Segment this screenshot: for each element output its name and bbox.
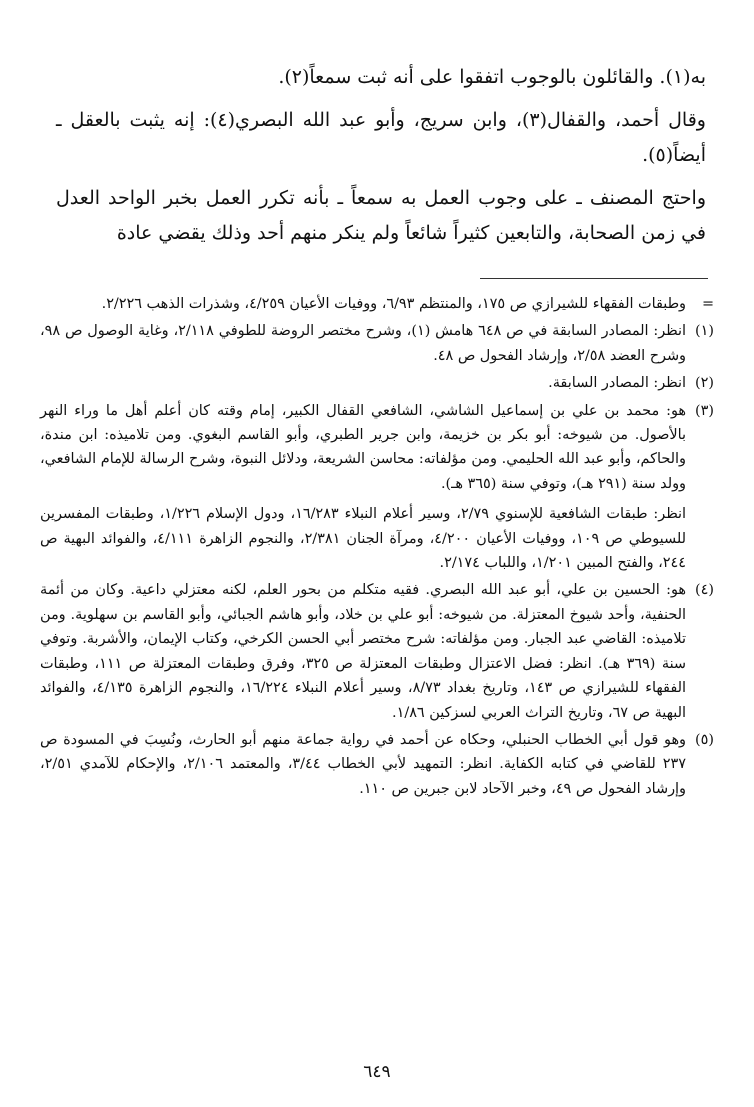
paragraph-1: به(١). والقائلون بالوجوب اتفقوا على أنه ثبت سمعاً(٢). [278,66,706,88]
footnote-text: وهو قول أبي الخطاب الحنبلي، وحكاه عن أحمد في رواية جماعة منهم أبو الحارث، ونُسِبَ في المسودة ص ٢٣٧ للقاضي في كتابه الكفاية. انظر: التمهيد لأبي الخطاب ٣/٤٤، والمعتمد ٢/١٠٦، والإحكام للآمدي ٢/٥١، وإرشاد الفحول ص ٤٩، وخبر الآحاد لابن جبرين ص ١١٠. [40,731,686,797]
footnote-text: انظر: المصادر السابقة في ص ٦٤٨ هامش (١)، وشرح مختصر الروضة للطوفي ٢/١١٨، وغاية الوصول ص ٩٨، وشرح العضد ٢/٥٨، وإرشاد الفحول ص ٤٨. [40,323,686,364]
footnote-3-references: انظر: طبقات الشافعية للإسنوي ٢/٧٩، وسير أعلام النبلاء ١٦/٢٨٣، ودول الإسلام ١/٢٢٦، وطبقات المفسرين للسيوطي ص ١٠٩، ووفيات الأعيان ٤/٢٠٠، ومرآة الجنان ٢/٣٨١، والنجوم الزاهرة ٤/١١١، والفوائد البهية ص ٢٤٤، والفتح المبين ١/٢٠١، واللباب ٢/١٧٤. [40,506,687,572]
footnote-number: (٥) [695,731,714,748]
footnote-text: انظر: المصادر السابقة. [548,375,686,392]
footnote-2 [40,371,714,395]
paragraph-2: وقال أحمد، والقفال(٣)، وابن سريج، وأبو عبد الله البصري(٤): إنه يثبت بالعقل ـ أيضاً(٥). [56,109,706,166]
footnote-continuation [40,292,714,316]
footnote-number: (٣) [695,402,714,419]
footnote-number: (٢) [695,375,714,392]
main-text [56,60,706,259]
footnote-text: هو: الحسين بن علي، أبو عبد الله البصري. فقيه متكلم من بحور العلم، لكنه معتزلي داعية. وكان من أئمة الحنفية، وأحد شيوخ المعتزلة. من شيوخه: أبو علي بن خلاد، وأبو هاشم الجبائي، وأبو القاسم بن سهلوية. ومن تلاميذه: القاضي عبد الجبار. ومن مؤلفاته: شرح مختصر أبي الحسن الكرخي، وكتاب الإيمان، والأشربة. وتوفي سنة (٣٦٩ هـ). انظر: فضل الاعتزال وطبقات المعتزلة ص ٣٢٥، وفرق وطبقات المعتزلة ص ١١١، وطبقات الفقهاء للشيرازي ص ١٤٣، وتاريخ بغداد ٨/٧٣، وسير أعلام النبلاء ١٦/٢٢٤، والنجوم الزاهرة ٤/١٣٥، والفوائد البهية ص ٦٧، وتاريخ التراث العربي لسزكين ١/٨٦. [40,582,686,721]
footnote-text: هو: محمد بن علي بن إسماعيل الشاشي، الشافعي القفال الكبير، إمام وقته كان أعلم أهل ما وراء النهر بالأصول. من شيوخه: أبو بكر بن خزيمة، وابن جرير الطبري، وأبو القاسم البغوي. ومن تلاميذه: ابن مندة، والحاكم، وأبو عبد الله الحليمي. ومن مؤلفاته: محاسن الشريعة، ودلائل النبوة، وشرح الرسالة للإمام الشافعي، وولد سنة (٢٩١ هـ)، وتوفي سنة (٣٦٥ هـ). [40,402,686,492]
continuation-marker: = [701,296,714,312]
page-number: ٦٤٩ [363,1062,391,1082]
footnote-3 [40,399,714,497]
paragraph-3: واحتج المصنف ـ على وجوب العمل به سمعاً ـ بأنه تكرر العمل بخبر الواحد العدل في زمن الصحابة، والتابعين كثيراً شائعاً ولم ينكر منهم أحد وذلك يقضي عادة [56,187,706,244]
footnotes [40,292,714,804]
footnote-5 [40,728,714,801]
footnote-number: (١) [695,323,714,340]
footnote-1 [40,319,714,368]
footnote-continuation-text: وطبقات الفقهاء للشيرازي ص ١٧٥، والمنتظم ٦/٩٣، ووفيات الأعيان ٤/٢٥٩، وشذرات الذهب ٢/٢٢٦. [101,296,686,312]
footnote-4 [40,578,714,724]
footnote-number: (٤) [695,582,714,599]
footnote-separator [480,278,708,279]
